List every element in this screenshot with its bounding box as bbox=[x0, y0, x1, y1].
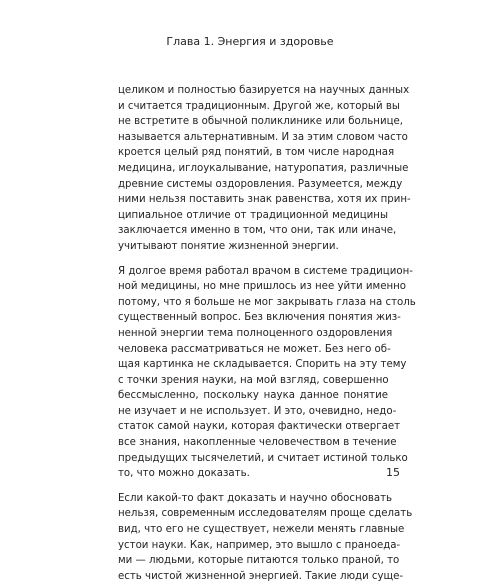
text-line: ми — людьми, которые питаются только праной, то bbox=[118, 555, 400, 567]
text-line: не изучает и не использует. И это, очевидно, недо- bbox=[118, 405, 397, 417]
text-line: щая картинка не складывается. Спорить на эту тему bbox=[118, 359, 407, 371]
text-line: есть чистой жизненной энергией. Такие люди суще- bbox=[118, 570, 404, 582]
text-line: предыдущих тысячелетий, и считает истиной только bbox=[118, 452, 408, 464]
text-line: кроется целый ряд понятий, в том числе народная bbox=[118, 147, 395, 159]
text-line: ненной энергии тема полноценного оздоровления bbox=[118, 327, 393, 339]
text-line: древние системы оздоровления. Разумеется, между bbox=[118, 178, 403, 190]
text-line: ними нельзя поставить знак равенства, хотя их прин- bbox=[118, 194, 411, 206]
text-line: устои науки. Как, например, это вышло с праноеда- bbox=[118, 539, 401, 551]
text-line: потому, что я больше не мог закрывать глаза на столь bbox=[118, 296, 416, 308]
text-line: Я долгое время работал врачом в системе традицион- bbox=[118, 265, 413, 277]
text-line: все знания, накопленные человечеством в течение bbox=[118, 437, 397, 449]
paragraph bbox=[118, 491, 413, 584]
text-line: называется альтернативным. И за этим словом часто bbox=[118, 131, 408, 143]
text-line: ципиальное отличие от традиционной медицины bbox=[118, 209, 388, 221]
text-line: вид, что его не существует, нежели менять главные bbox=[118, 524, 405, 536]
text-line: медицина, иглоукалывание, натуропатия, различные bbox=[118, 162, 409, 174]
text-line: целиком и полностью базируется на научных данных bbox=[118, 85, 410, 96]
text-line: не встретите в обычной поликлинике или больнице, bbox=[118, 116, 404, 128]
text-line: учитывают понятие жизненной энергии. bbox=[118, 240, 339, 252]
text-line: бессмысленно, поскольку наука данное понятие bbox=[118, 390, 388, 402]
paragraph bbox=[118, 83, 411, 255]
text-line: с точки зрения науки, на мой взгляд, совершенно bbox=[118, 374, 389, 386]
running-head: Глава 1. Энергия и здоровье bbox=[166, 35, 334, 48]
text-line: ной медицины, но мне пришлось из нее уйти именно bbox=[118, 281, 407, 293]
page-number: 15 bbox=[386, 466, 400, 479]
text-line: человека рассматриваться не может. Без него об- bbox=[118, 343, 391, 355]
text-line: Если какой-то факт доказать и научно обосновать bbox=[118, 492, 393, 504]
text-line: нельзя, современным исследователям проще сделать bbox=[118, 508, 413, 520]
text-line: статок самой науки, которая фактически отвергает bbox=[118, 421, 401, 433]
text-line: существенный вопрос. Без включения понятия жиз- bbox=[118, 312, 401, 324]
text-line: заключается именно в том, что они, так или иначе, bbox=[118, 225, 397, 237]
text-line: и считается традиционным. Другой же, который вы bbox=[118, 100, 400, 112]
text-line: то, что можно доказать. bbox=[118, 468, 250, 480]
